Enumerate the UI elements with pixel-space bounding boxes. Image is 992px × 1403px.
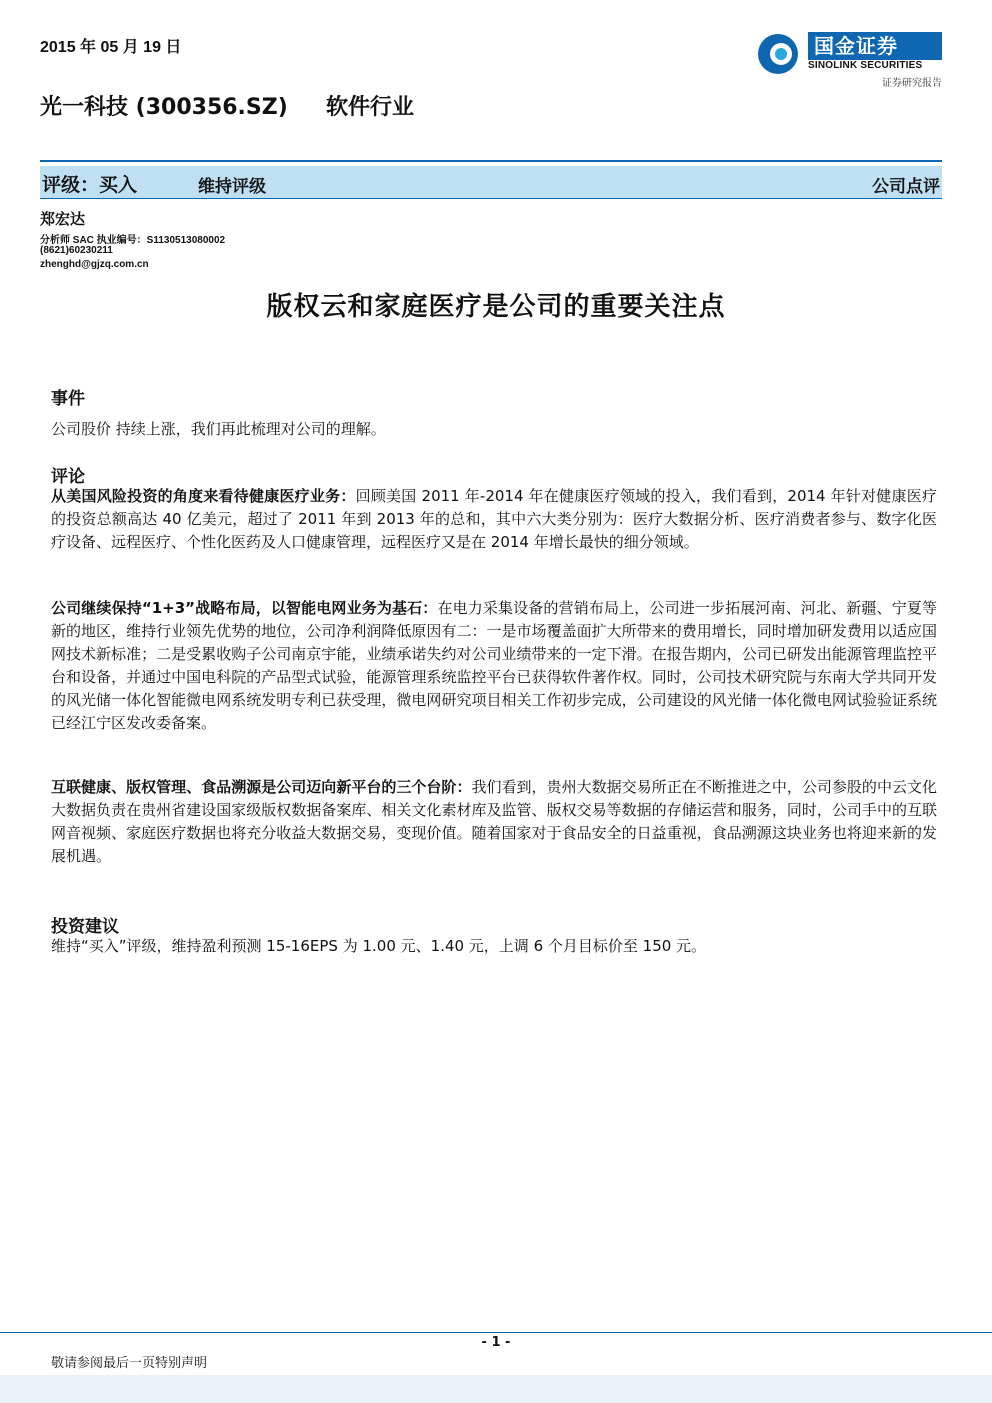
header-divider xyxy=(40,160,942,162)
paragraph-body: 我们看到，贵州大数据交易所正在不断推进之中，公司参股的中云文化大数据负责在贵州省建设国家级版权数据备案库、相关文化素材库及监管、版权交易等数据的存储运营和服务，同时，公司手中的互联网音视频、家庭医疗数据也将充分收益大数据交易，变现价值。随着国家对于食品安全的日益重视，食品溯源这块业务也将迎来新的发展机遇。 xyxy=(51,778,937,865)
company-logo xyxy=(756,30,946,90)
rating-bar xyxy=(40,166,942,198)
logo-en-text: SINOLINK SECURITIES xyxy=(808,60,923,71)
paragraph-lead: 从美国风险投资的角度来看待健康医疗业务： xyxy=(51,487,356,505)
analyst-sac: 分析师 SAC 执业编号：S1130513080002 xyxy=(40,235,226,246)
disclaimer-note: 敬请参阅最后一页特别声明 xyxy=(51,1356,208,1371)
comment-paragraph-2 xyxy=(51,597,937,735)
rating-label: 评级：买入 xyxy=(42,174,138,196)
comment-paragraph-3 xyxy=(51,776,937,868)
page-number: - 1 - xyxy=(481,1335,511,1350)
stock-name: 光一科技 (300356.SZ) xyxy=(40,95,288,120)
investment-text: 维持“买入”评级，维持盈利预测 15-16EPS 为 1.00 元、1.40 元，上调 6 个月目标价至 150 元。 xyxy=(51,937,707,955)
comment-heading: 评论 xyxy=(51,467,85,487)
logo-cn-text: 国金证券 xyxy=(808,32,942,60)
paragraph-lead: 互联健康、版权管理、食品溯源是公司迈向新平台的三个台阶： xyxy=(51,778,472,796)
footer-band xyxy=(0,1375,992,1403)
comment-paragraph-1 xyxy=(51,485,937,554)
industry-label: 软件行业 xyxy=(326,95,415,120)
analyst-phone: (8621)60230211 xyxy=(40,245,113,256)
report-title: 版权云和家庭医疗是公司的重要关注点 xyxy=(266,292,726,322)
footer-divider xyxy=(0,1332,992,1333)
event-heading: 事件 xyxy=(51,389,85,409)
analyst-email: zhenghd@gjzq.com.cn xyxy=(40,259,149,270)
analyst-name: 郑宏达 xyxy=(40,210,86,228)
event-text: 公司股价 持续上涨，我们再此梳理对公司的理解。 xyxy=(51,420,386,438)
logo-subtitle: 证券研究报告 xyxy=(882,78,942,89)
sinolink-logo-icon xyxy=(756,32,800,76)
paragraph-lead: 公司继续保持“1+3”战略布局，以智能电网业务为基石： xyxy=(51,599,438,617)
rating-bar-underline xyxy=(40,198,942,199)
paragraph-body: 回顾美国 2011 年-2014 年在健康医疗领域的投入，我们看到，2014 年针对健康医疗的投资总额高达 40 亿美元，超过了 2011 年到 2013 年的总和，其中六大类分别为：医疗大数据分析、医疗消费者参与、数字化医疗设备、远程医疗、个性化医药及人口健康管理，远程医疗又是在 2014 年增长最快的细分领域。 xyxy=(51,487,937,551)
maintain-rating-label: 维持评级 xyxy=(198,177,266,197)
report-date: 2015 年 05 月 19 日 xyxy=(40,39,182,56)
paragraph-body: 在电力采集设备的营销布局上，公司进一步拓展河南、河北、新疆、宁夏等新的地区，维持行业领先优势的地位，公司净利润降低原因有二：一是市场覆盖面扩大所带来的费用增长，同时增加研发费用以适应国网技术新标准；二是受累收购子公司南京宇能，业绩承诺失约对公司业绩带来的一定下滑。在报告期内，公司已研发出能源管理监控平台和设备，并通过中国电科院的产品型式试验，能源管理系统监控平台已获得软件著作权。同时，公司技术研究院与东南大学共同开发的风光储一体化智能微电网系统发明专利已获受理，微电网研究项目相关工作初步完成，公司建设的风光储一体化微电网试验验证系统已经江宁区发改委备案。 xyxy=(51,599,937,732)
report-type-label: 公司点评 xyxy=(872,177,940,197)
investment-heading: 投资建议 xyxy=(51,917,119,937)
